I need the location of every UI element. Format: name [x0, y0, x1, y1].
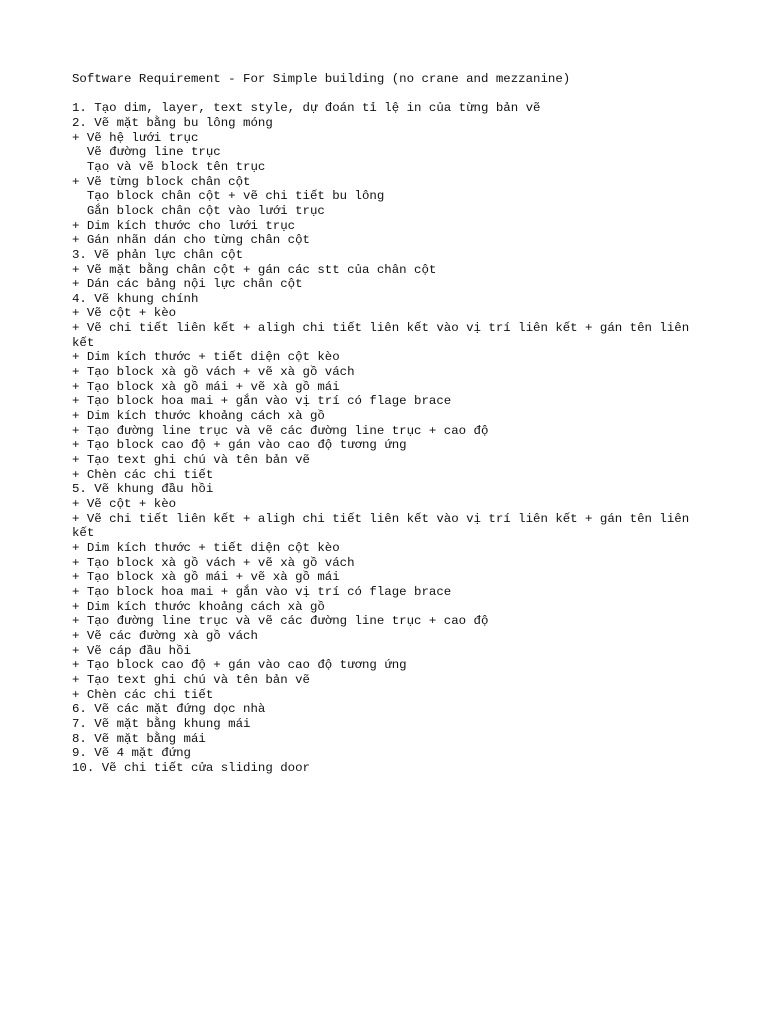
requirement-line: + Tạo đường line trục và vẽ các đường line trục + cao độ	[72, 614, 489, 629]
requirement-line: + Dim kích thước khoảng cách xà gồ	[72, 409, 325, 424]
requirement-line: + Chèn các chi tiết	[72, 467, 214, 482]
requirement-line: 9. Vẽ 4 mặt đứng	[72, 746, 191, 761]
requirement-list	[72, 101, 712, 775]
requirement-line: + Gán nhãn dán cho từng chân cột	[72, 233, 310, 248]
requirement-line: + Vẽ các đường xà gồ vách	[72, 628, 258, 643]
requirement-line: 7. Vẽ mặt bằng khung mái	[72, 716, 251, 731]
requirement-line: + Tạo text ghi chú và tên bản vẽ	[72, 672, 310, 687]
requirement-line: + Tạo block xà gồ vách + vẽ xà gồ vách	[72, 365, 355, 380]
requirement-line: + Dim kích thước + tiết diện cột kèo	[72, 350, 340, 365]
requirement-line: + Tạo đường line trục và vẽ các đường line trục + cao độ	[72, 423, 489, 438]
requirement-line: + Tạo block hoa mai + gắn vào vị trí có flage brace	[72, 584, 452, 599]
requirement-line: + Vẽ mặt bằng chân cột + gán các stt của chân cột	[72, 262, 437, 277]
requirement-line: + Tạo text ghi chú và tên bản vẽ	[72, 453, 310, 468]
requirement-line: + Tạo block xà gồ mái + vẽ xà gồ mái	[72, 570, 340, 585]
requirement-line: + Vẽ chi tiết liên kết + aligh chi tiết liên kết vào vị trí liên kết + gán tên liên kết	[72, 321, 697, 350]
requirement-line: Gắn block chân cột vào lưới trục	[72, 203, 325, 218]
requirement-line: + Dim kích thước + tiết diện cột kèo	[72, 540, 340, 555]
requirement-line: + Tạo block xà gồ mái + vẽ xà gồ mái	[72, 379, 340, 394]
requirement-line: + Tạo block cao độ + gán vào cao độ tương ứng	[72, 658, 407, 673]
requirement-line: 5. Vẽ khung đầu hồi	[72, 482, 214, 497]
requirement-line: + Vẽ hệ lưới trục	[72, 130, 199, 145]
requirement-line: + Vẽ cột + kèo	[72, 497, 177, 512]
requirement-line: + Vẽ chi tiết liên kết + aligh chi tiết liên kết vào vị trí liên kết + gán tên liên kết	[72, 511, 697, 541]
blank-line	[72, 87, 712, 102]
requirement-line: 4. Vẽ khung chính	[72, 291, 199, 306]
document-body	[72, 72, 712, 775]
requirement-line: + Chèn các chi tiết	[72, 687, 214, 702]
requirement-line: 1. Tạo dim, layer, text style, dự đoán tỉ lệ in của từng bản vẽ	[72, 101, 541, 116]
requirement-line: 8. Vẽ mặt bằng mái	[72, 731, 206, 746]
requirement-line: 6. Vẽ các mặt đứng dọc nhà	[72, 702, 266, 717]
requirement-line: + Dim kích thước cho lưới trục	[72, 218, 296, 233]
requirement-line: + Vẽ cáp đầu hồi	[72, 643, 191, 658]
requirement-line: + Tạo block cao độ + gán vào cao độ tương ứng	[72, 438, 407, 453]
requirement-line: + Dán các bảng nội lực chân cột	[72, 277, 303, 292]
requirement-line: 2. Vẽ mặt bằng bu lông móng	[72, 115, 273, 130]
requirement-line: 10. Vẽ chi tiết cửa sliding door	[72, 760, 310, 775]
document-title: Software Requirement - For Simple building (no crane and mezzanine)	[72, 72, 571, 86]
requirement-line: + Vẽ cột + kèo	[72, 306, 177, 321]
requirement-line: + Dim kích thước khoảng cách xà gồ	[72, 599, 325, 614]
requirement-line: + Vẽ từng block chân cột	[72, 174, 251, 189]
requirement-line: Vẽ đường line trục	[72, 145, 221, 160]
requirement-line: + Tạo block hoa mai + gắn vào vị trí có flage brace	[72, 394, 452, 409]
requirement-line: Tạo và vẽ block tên trục	[72, 159, 266, 174]
requirement-line: Tạo block chân cột + vẽ chi tiết bu lông	[72, 189, 385, 204]
requirement-line: + Tạo block xà gồ vách + vẽ xà gồ vách	[72, 555, 355, 570]
requirement-line: 3. Vẽ phản lực chân cột	[72, 247, 244, 262]
